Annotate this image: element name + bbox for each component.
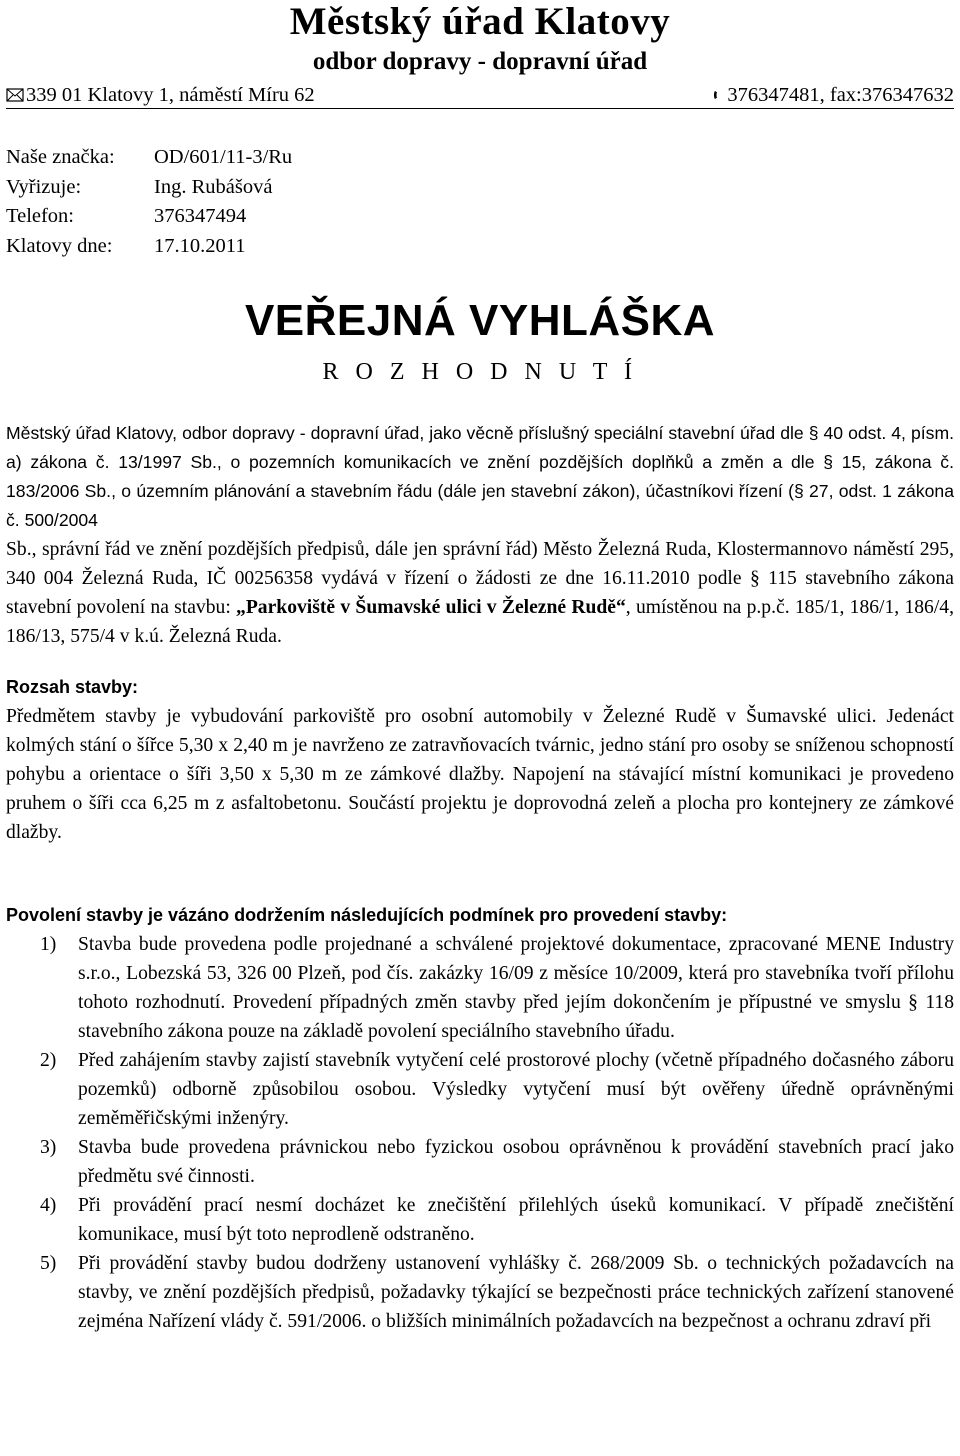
phone-block (713, 82, 954, 108)
item-text: Před zahájením stavby zajistí stavebník vytyčení celé prostorové plochy (včetně případného dočasného záboru pozemků) odborně způsobilou osobou. Výsledky vytyčení musí být ověřeny úředně oprávněnými zeměměřičskými inženýry. (78, 1050, 954, 1129)
intro-paragraph-continued (6, 535, 954, 651)
phone-text: 376347481, fax:376347632 (727, 84, 954, 106)
public-notice-heading: VEŘEJNÁ VYHLÁŠKA (244, 296, 716, 345)
meta-value: 376347494 (154, 205, 247, 227)
list-item (6, 1191, 954, 1249)
item-number: 4) (40, 1195, 57, 1216)
scope-heading: Rozsah stavby: (6, 677, 139, 697)
meta-label: Naše značka: (6, 146, 115, 168)
phone-icon (713, 88, 725, 102)
meta-label: Telefon: (6, 205, 75, 227)
meta-value: OD/601/11-3/Ru (154, 146, 293, 168)
meta-row (6, 232, 954, 262)
envelope-icon (6, 88, 24, 102)
item-text: Při provádění prací nesmí docházet ke znečištění přilehlých úseků komunikací. V případě znečištění komunikace, musí být toto neprodleně odstraněno. (78, 1195, 954, 1245)
meta-row (6, 143, 954, 173)
document-page (6, 0, 954, 1336)
intro-text: Sb., správní řád ve znění pozdějších předpisů, dále jen správní řád) Město Železná Ruda, Klostermannovo náměstí 295, 340 004 Železná Ruda, IČ 00256358 vydává v řízení o žádosti ze dne 16.11.2010 podle § 115 stavebního zákona stavební povolení na stavbu: (6, 539, 954, 618)
meta-row (6, 202, 954, 232)
project-name: „Parkoviště v Šumavské ulici v Železné Rudě“ (236, 597, 626, 618)
conditions-heading: Povolení stavby je vázáno dodržením následujících podmínek pro provedení stavby: (6, 905, 728, 925)
meta-label: Vyřizuje: (6, 175, 82, 198)
address-text: 339 01 Klatovy 1, náměstí Míru 62 (26, 84, 315, 106)
meta-label: Klatovy dne: (6, 234, 113, 257)
address-line (6, 82, 954, 109)
item-text: Stavba bude provedena podle projednané a schválené projektové dokumentace, zpracované MENE Industry s.r.o., Lobezská 53, 326 00 Plzeň, pod čís. zakázky 16/09 z měsíce 10/2009, která pro stavebníka tvoří přílohu tohoto rozhodnutí. Provedení případných změn stavby před jejím dokončením je přípustné ve smyslu § 118 stavebního zákona pouze na základě povolení speciálního stavebního úřadu. (78, 934, 954, 1042)
decision-heading: R O Z H O D N U T Í (322, 359, 638, 385)
list-item (6, 1249, 954, 1336)
office-title: Městský úřad Klatovy (289, 0, 671, 43)
meta-row (6, 173, 954, 203)
list-item (6, 1133, 954, 1191)
address-block (6, 82, 315, 108)
reference-block (6, 143, 954, 261)
list-item (6, 1046, 954, 1133)
meta-value: 17.10.2011 (154, 234, 246, 257)
item-number: 5) (40, 1253, 57, 1274)
list-item (6, 930, 954, 1046)
item-number: 2) (40, 1050, 57, 1071)
scope-text: Předmětem stavby je vybudování parkoviště pro osobní automobily v Železné Rudě v Šumavské ulici. Jedenáct kolmých stání o šířce 5,30 x 2,40 m je navrženo ze zatravňovacích tvárnic, jedno stání pro osoby se sníženou schopností pohybu a orientace o šíři 3,50 x 5,30 m ze zámkové dlažby. Napojení na stávající místní komunikaci je provedeno pruhem o šíři cca 6,25 m z asfaltobetonu. Součástí projektu je doprovodná zeleň a plocha pro kontejnery ze zámkové dlažby. (6, 706, 954, 843)
department-subtitle: odbor dopravy - dopravní úřad (312, 48, 648, 75)
intro-location: , umístěnou na p.p.č. 185/1, 186/1, 186/4, 186/13, 575/4 v k.ú. Železná Ruda. (6, 597, 954, 647)
item-number: 3) (40, 1137, 57, 1158)
intro-paragraph: Městský úřad Klatovy, odbor dopravy - dopravní úřad, jako věcně příslušný speciální stavební úřad dle § 40 odst. 4, písm. a) zákona č. 13/1997 Sb., o pozemních komunikacích ve znění pozdějších doplňků a změn a dle § 15, zákona č. 183/2006 Sb., o územním plánování a stavebním řádu (dále jen stavební zákon), účastníkovi řízení (§ 27, odst. 1 zákona č. 500/2004 (6, 423, 954, 530)
item-number: 1) (40, 934, 57, 955)
conditions-list (6, 930, 954, 1336)
item-text: Stavba bude provedena právnickou nebo fyzickou osobou oprávněnou k provádění stavebních prací jako předmětu své činnosti. (78, 1137, 954, 1187)
item-text: Při provádění stavby budou dodrženy ustanovení vyhlášky č. 268/2009 Sb. o technických požadavcích na stavby, ve znění pozdějších předpisů, požadavky týkající se bezpečnosti práce technických zařízení stanovené zejména Nařízení vlády č. 591/2006. o bližších minimálních požadavcích na bezpečnost a ochranu zdraví při (78, 1253, 954, 1332)
meta-value: Ing. Rubášová (154, 175, 273, 198)
